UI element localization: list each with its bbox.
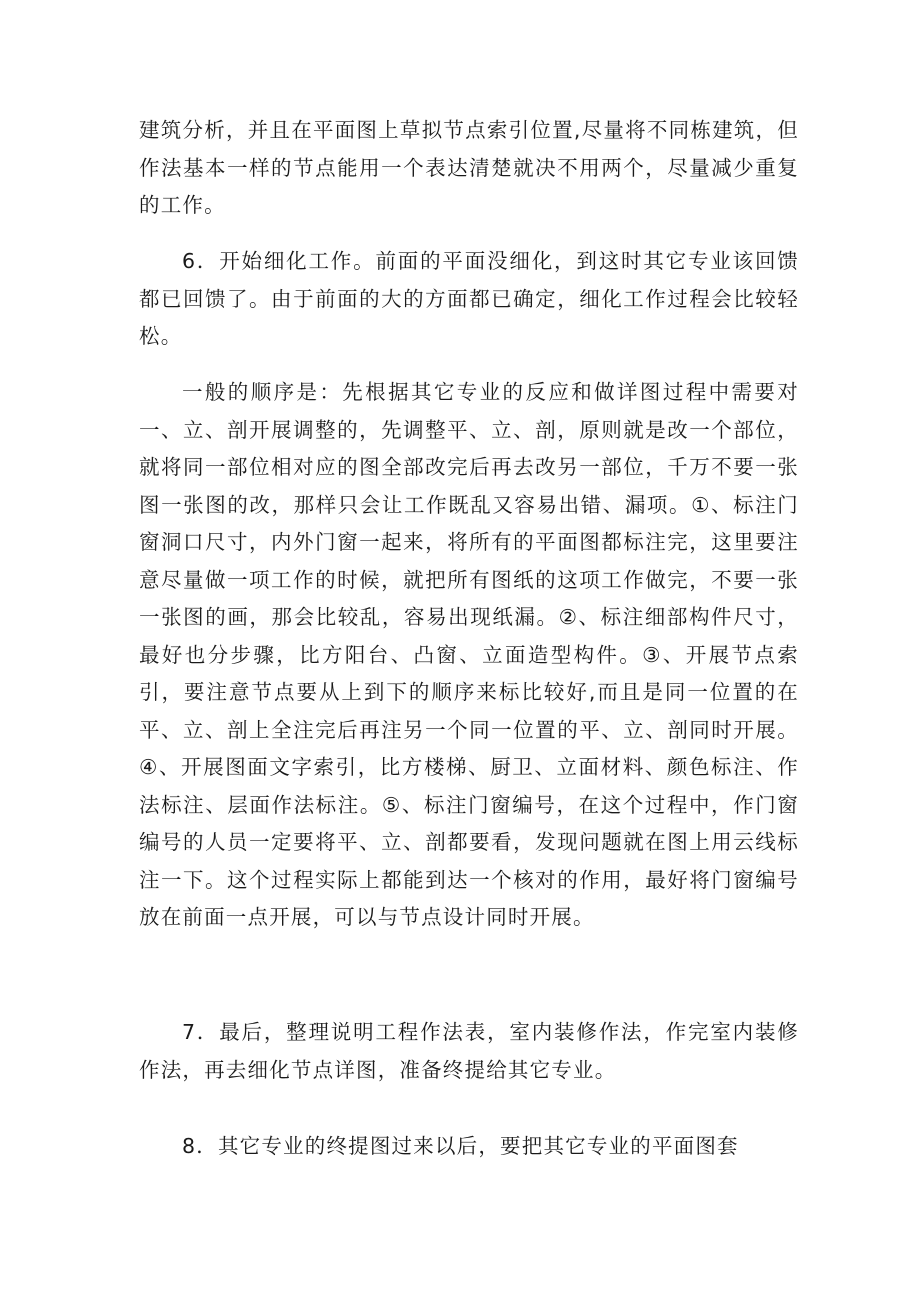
paragraph-general-order: 一般的顺序是：先根据其它专业的反应和做详图过程中需要对一、立、剖开展调整的，先调整平、立、剖，原则就是改一个部位，就将同一部位相对应的图全部改完后再去改另一部位，千万不要一张图一张图的改，那样只会让工作既乱又容易出错、漏项。①、标注门窗洞口尺寸，内外门窗一起来，将所有的平面图都标注完，这里要注意尽量做一项工作的时候，就把所有图纸的这项工作做完，不要一张一张图的画，那会比较乱，容易出现纸漏。②、标注细部构件尺寸，最好也分步骤，比方阳台、凸窗、立面造型构件。③、开展节点索引，要注意节点要从上到下的顺序来标比较好,而且是同一位置的在平、立、剖上全注完后再注另一个同一位置的平、立、剖同时开展。④、开展图面文字索引，比方楼梯、厨卫、立面材料、颜色标注、作法标注、层面作法标注。⑤、标注门窗编号，在这个过程中，作门窗编号的人员一定要将平、立、剖都要看，发现问题就在图上用云线标注一下。这个过程实际上都能到达一个核对的作用，最好将门窗编号放在前面一点开展，可以与节点设计同时开展。 bbox=[139, 380, 799, 929]
paragraph-step-7: 7．最后，整理说明工程作法表，室内装修作法，作完室内装修作法，再去细化节点详图，准备终提给其它专业。 bbox=[139, 1020, 799, 1082]
paragraph-continuation: 建筑分析，并且在平面图上草拟节点索引位置,尽量将不同栋建筑，但作法基本一样的节点能用一个表达清楚就决不用两个，尽量减少重复的工作。 bbox=[139, 118, 799, 217]
paragraph-step-6: 6．开始细化工作。前面的平面没细化，到这时其它专业该回馈都已回馈了。由于前面的大的方面都已确定，细化工作过程会比较轻松。 bbox=[139, 249, 799, 348]
paragraph-step-8: 8．其它专业的终提图过来以后，要把其它专业的平面图套 bbox=[182, 1134, 739, 1158]
